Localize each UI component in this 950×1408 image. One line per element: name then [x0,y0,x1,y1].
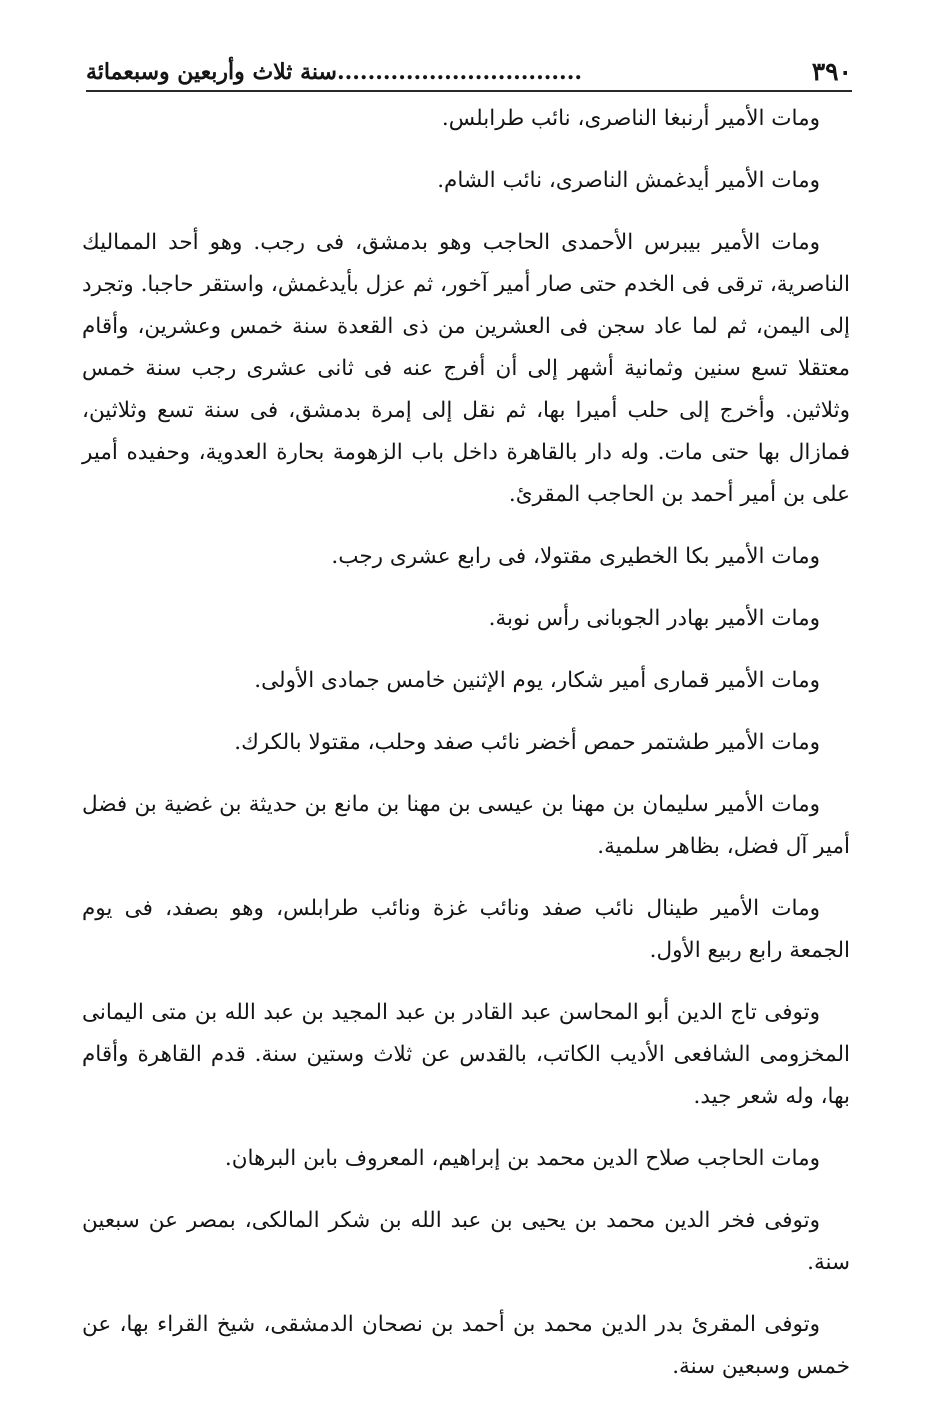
entry-paragraph: ومات الأمير طشتمر حمص أخضر نائب صفد وحلب، مقتولا بالكرك. [234,730,820,755]
entry-paragraph: ومات الأمير بهادر الجوبانى رأس نوبة. [488,606,820,631]
entry-paragraph: ومات الحاجب صلاح الدين محمد بن إبراهيم، المعروف بابن البرهان. [224,1146,820,1171]
running-title: ................................سنة ثلاث وأربعين وسبعمائة [86,59,583,85]
page-body [82,98,850,1408]
entry-paragraph: وتوفى المقرئ بدر الدين محمد بن أحمد بن نصحان الدمشقى، شيخ القراء بها، عن خمس وسبعين سنة. [82,1312,850,1379]
entry-paragraph: ومات الأمير طينال نائب صفد ونائب غزة ونائب طرابلس، وهو بصفد، فى يوم الجمعة رابع ربيع الأول. [82,896,850,963]
entry-paragraph: وتوفى تاج الدين أبو المحاسن عبد القادر بن عبد المجيد بن عبد الله بن متى اليمانى المخزومى الشافعى الأديب الكاتب، بالقدس عن ثلاث وستين سنة. قدم القاهرة وأقام بها، وله شعر جيد. [82,1000,850,1109]
page-number: ٣٩٠ [811,57,852,86]
entry-paragraph: ومات الأمير أيدغمش الناصرى، نائب الشام. [437,168,820,193]
entry-paragraph: ومات الأمير بيبرس الأحمدى الحاجب وهو بدمشق، فى رجب. وهو أحد المماليك الناصرية، ترقى فى الخدم حتى صار أمير آخور، ثم عزل بأيدغمش، واستقر حاجبا. وتجرد إلى اليمن، ثم لما عاد سجن فى العشرين من ذى القعدة سنة خمس وعشرين، وأقام معتقلا تسع سنين وثمانية أشهر إلى أن أفرج عنه فى ثانى عشرى رجب سنة خمس وثلاثين. وأخرج إلى حلب أميرا بها، ثم نقل إلى إمرة بدمشق، فى سنة تسع وثلاثين، فمازال بها حتى مات. وله دار بالقاهرة داخل باب الزهومة بحارة العدوية، وحفيده أمير على بن أمير أحمد بن الحاجب المقرئ. [82,230,850,507]
entry-paragraph: ومات الأمير سليمان بن مهنا بن عيسى بن مهنا بن مانع بن حديثة بن غضية بن فضل أمير آل فضل، بظاهر سلمية. [82,792,850,859]
header-divider [86,90,852,92]
page-header [86,52,852,92]
entry-paragraph: ومات الأمير قمارى أمير شكار، يوم الإثنين خامس جمادى الأولى. [254,668,820,693]
entry-paragraph: ومات الأمير بكا الخطيرى مقتولا، فى رابع عشرى رجب. [331,544,820,569]
entry-paragraph: ومات الأمير أرنبغا الناصرى، نائب طرابلس. [441,106,820,131]
entry-paragraph: وتوفى فخر الدين محمد بن يحيى بن عبد الله بن شكر المالكى، بمصر عن سبعين سنة. [82,1208,850,1275]
